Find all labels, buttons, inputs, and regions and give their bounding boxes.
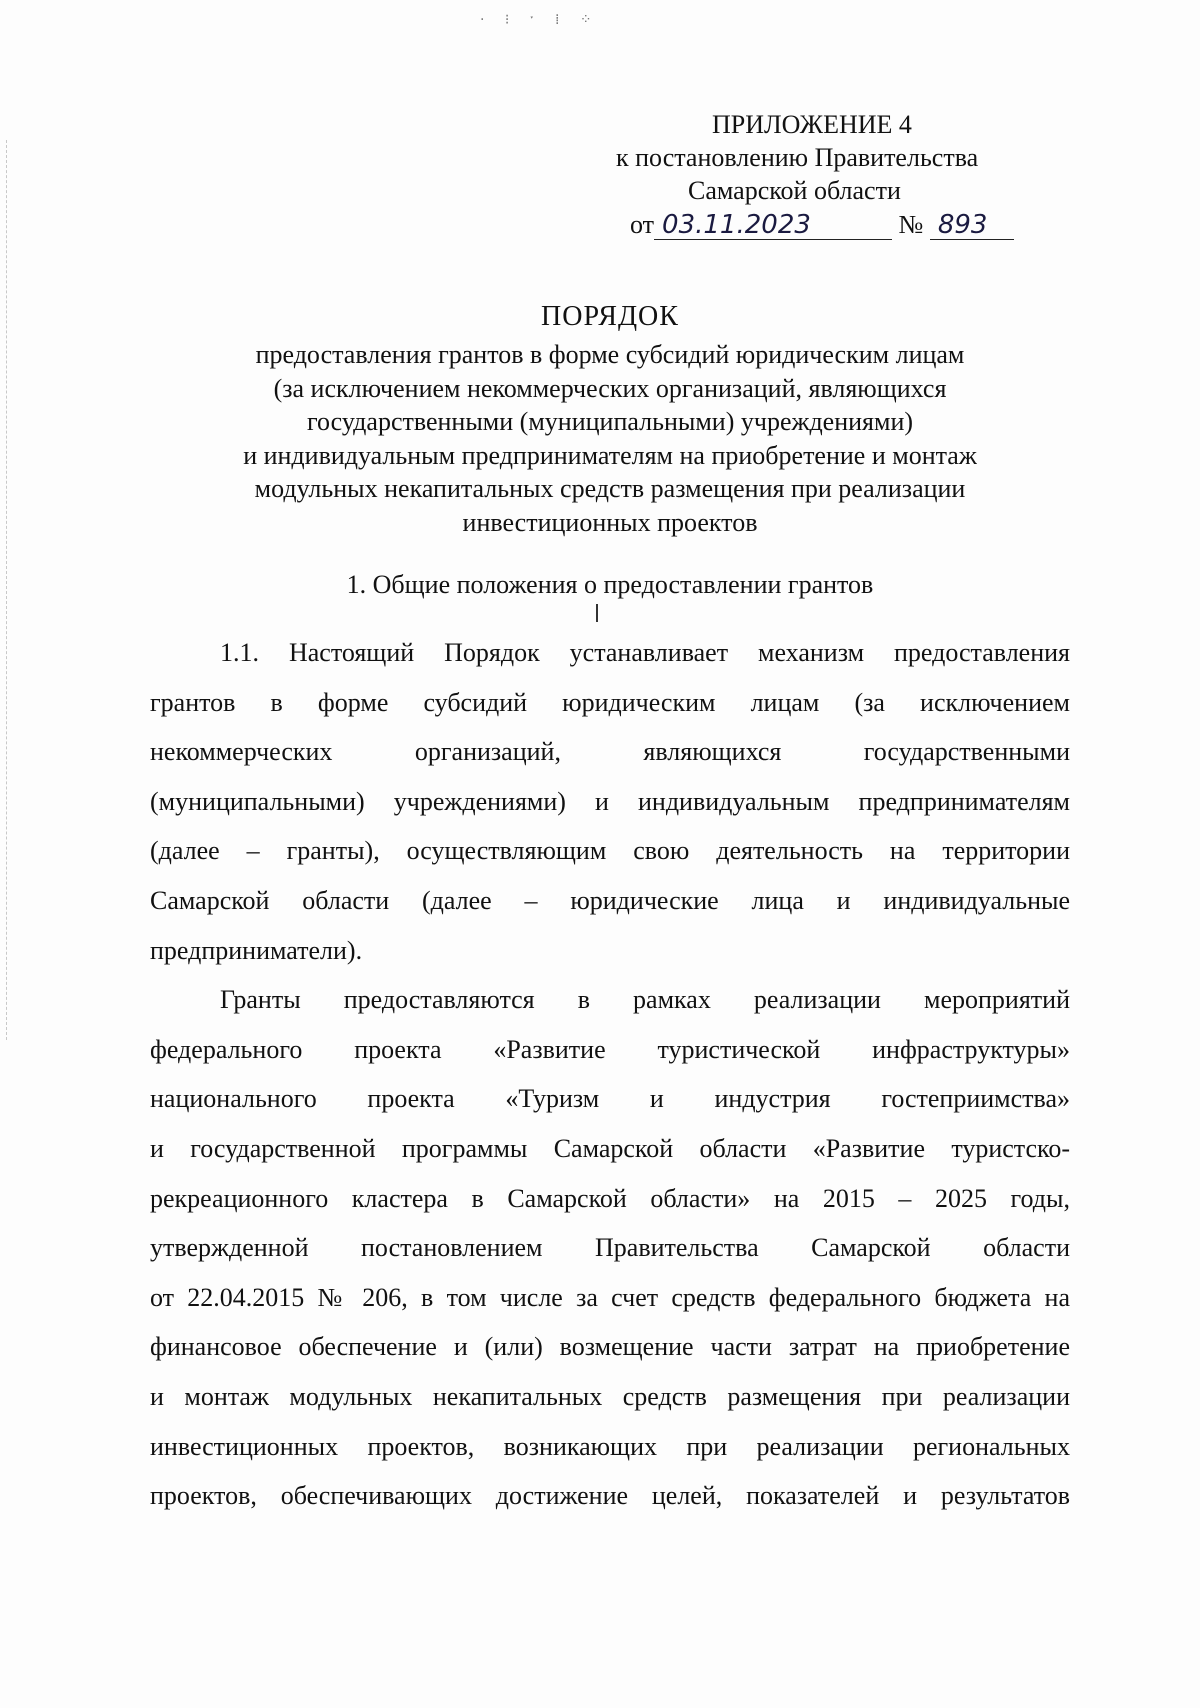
section-heading: 1. Общие положения о предоставлении грантов — [346, 570, 874, 599]
document-title: ПОРЯДОК — [541, 301, 679, 332]
paragraph-line: грантов в форме субсидий юридическим лицам (за исключением — [150, 687, 1070, 717]
document-subtitle — [190, 338, 1030, 539]
paragraph-line: рекреационного кластера в Самарской области» на 2015 – 2025 годы, — [150, 1183, 1070, 1213]
subtitle-line: государственными (муниципальными) учреждениями) — [306, 407, 914, 436]
paragraph-line: и монтаж модульных некапитальных средств размещения при реализации — [150, 1381, 1070, 1411]
scan-mark — [596, 604, 598, 622]
paragraph-line: инвестиционных проектов, возникающих при реализации региональных — [150, 1431, 1070, 1461]
annex-line-region: Самарской области — [688, 176, 901, 205]
paragraph-line: от 22.04.2015 № 206, в том числе за счет средств федерального бюджета на — [150, 1282, 1070, 1312]
annex-title: ПРИЛОЖЕНИЕ 4 — [712, 110, 912, 139]
annex-header — [600, 108, 1040, 241]
paragraph-line: утвержденной постановлением Правительства Самарской области — [150, 1233, 1070, 1263]
scan-edge-line — [6, 140, 7, 1040]
number-prefix: № — [898, 210, 924, 239]
paragraph-line: национального проекта «Туризм и индустрия гостеприимства» — [150, 1084, 1070, 1114]
paragraph-line: (муниципальными) учреждениями) и индивидуальным предпринимателям — [150, 786, 1070, 816]
paragraph-line: федерального проекта «Развитие туристической инфраструктуры» — [150, 1034, 1070, 1064]
scan-artifact-marks: · ⁝ ˑ ⁞ ⁘ — [480, 12, 600, 28]
paragraph-line: предприниматели). — [150, 935, 363, 965]
paragraph-line: Гранты предоставляются в рамках реализации мероприятий — [220, 985, 1070, 1015]
subtitle-line: и индивидуальным предпринимателям на приобретение и монтаж — [243, 440, 977, 470]
document-body — [150, 628, 1070, 1521]
subtitle-line: предоставления грантов в форме субсидий юридическим лицам — [255, 340, 965, 369]
subtitle-line: модульных некапитальных средств размещения при реализации — [254, 474, 966, 503]
paragraph-line: финансовое обеспечение и (или) возмещение части затрат на приобретение — [150, 1332, 1070, 1362]
annex-line-resolution: к постановлению Правительства — [616, 143, 979, 172]
handwritten-number: 893 — [930, 211, 1014, 240]
paragraph-line: Самарской области (далее – юридические лица и индивидуальные — [150, 885, 1070, 915]
paragraph-line: некоммерческих организаций, являющихся государственными — [150, 737, 1070, 767]
paragraph-line: проектов, обеспечивающих достижение целей, показателей и результатов — [150, 1481, 1070, 1511]
paragraph-line: (далее – гранты), осуществляющим свою деятельность на территории — [150, 836, 1070, 866]
handwritten-date: 03.11.2023 — [654, 211, 892, 240]
date-prefix: от — [630, 210, 655, 239]
subtitle-line: инвестиционных проектов — [462, 507, 758, 537]
paragraph-line: и государственной программы Самарской области «Развитие туристско- — [150, 1133, 1070, 1163]
subtitle-line: (за исключением некоммерческих организаций, являющихся — [273, 373, 947, 403]
annex-date-number-row — [600, 208, 1040, 241]
paragraph-line: 1.1. Настоящий Порядок устанавливает механизм предоставления — [220, 638, 1070, 667]
